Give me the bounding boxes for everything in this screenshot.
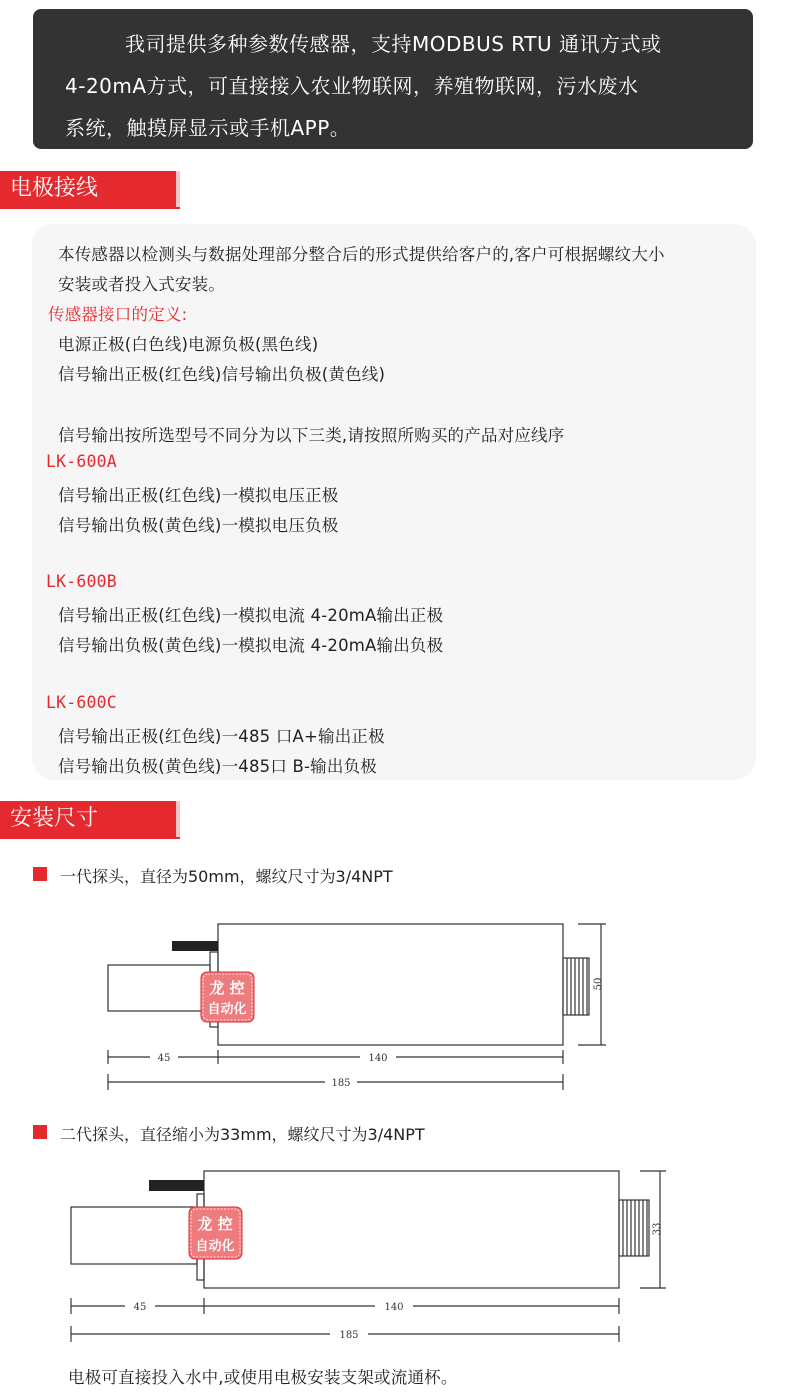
section-title-wiring: 电极接线 (0, 171, 176, 207)
dim-left: 45 (133, 1302, 147, 1313)
install-footer-note: 电极可直接投入水中,或使用电极安装支架或流通杯。 (68, 1368, 458, 1387)
interface-definition-title: 传感器接口的定义: (48, 305, 188, 324)
intro-line-1: 我司提供多种参数传感器，支持MODBUS RTU 通讯方式或 (125, 32, 662, 56)
signal-wire-definition: 信号输出正极(红色线)信号输出负极(黄色线) (58, 365, 386, 384)
probe-cable (149, 1180, 204, 1191)
wiring-desc-2: 安装或者投入式安装。 (58, 275, 225, 294)
dim-body: 140 (384, 1302, 404, 1313)
model-negative-wire: 信号输出负极(黄色线)一485口 B-输出负极 (58, 757, 377, 776)
dim-body: 140 (368, 1053, 388, 1064)
watermark-logo (189, 1207, 242, 1259)
model-positive-wire: 信号输出正极(红色线)一模拟电流 4-20mA输出正极 (58, 606, 444, 625)
section-title-install: 安装尺寸 (0, 801, 176, 837)
thread-icon (563, 958, 589, 1015)
dim-diameter: 33 (652, 1222, 663, 1236)
svg-text:龙 控: 龙 控 (197, 1215, 233, 1233)
svg-text:自动化: 自动化 (195, 1239, 235, 1254)
model-name: LK-600C (46, 693, 117, 712)
section-header-shadow (176, 801, 180, 839)
dim-diameter: 50 (593, 977, 604, 991)
power-wire-definition: 电源正极(白色线)电源负极(黑色线) (58, 335, 319, 354)
intro-banner (33, 9, 753, 149)
dim-total: 185 (339, 1330, 359, 1341)
model-name: LK-600A (46, 452, 117, 471)
probe-head (71, 1207, 197, 1264)
svg-text:自动化: 自动化 (207, 1002, 247, 1017)
wiring-desc-1: 本传感器以检测头与数据处理部分整合后的形式提供给客户的,客户可根据螺纹大小 (58, 245, 665, 264)
model-negative-wire: 信号输出负极(黄色线)一模拟电流 4-20mA输出负极 (58, 636, 444, 655)
dim-total: 185 (331, 1078, 351, 1089)
dim-left: 45 (157, 1053, 171, 1064)
probe-body (204, 1171, 619, 1288)
gen2-dimension-drawing (0, 1160, 790, 1350)
model-negative-wire: 信号输出负极(黄色线)一模拟电压负极 (58, 516, 339, 535)
model-name: LK-600B (46, 572, 117, 591)
section-header-install (0, 801, 180, 839)
intro-line-2: 4-20mA方式，可直接接入农业物联网，养殖物联网，污水废水 (65, 74, 639, 98)
model-positive-wire: 信号输出正极(红色线)一485 口A+输出正极 (58, 727, 385, 746)
probe-head (108, 965, 210, 1011)
intro-line-3: 系统，触摸屏显示或手机APP。 (65, 116, 351, 140)
probe-body (218, 924, 563, 1045)
bullet-square-icon (33, 867, 47, 881)
gen1-caption: 一代探头，直径为50mm，螺纹尺寸为3/4NPT (60, 867, 393, 886)
bullet-square-icon (33, 1125, 47, 1139)
gen1-dimension-drawing (0, 900, 790, 1100)
model-positive-wire: 信号输出正极(红色线)一模拟电压正极 (58, 486, 339, 505)
thread-icon (619, 1200, 649, 1256)
gen2-caption: 二代探头，直径缩小为33mm，螺纹尺寸为3/4NPT (60, 1125, 425, 1144)
section-header-shadow (176, 171, 180, 209)
watermark-logo (201, 972, 254, 1022)
model-note: 信号输出按所选型号不同分为以下三类,请按照所购买的产品对应线序 (58, 426, 565, 445)
svg-text:龙 控: 龙 控 (209, 979, 245, 997)
section-header-underline (0, 207, 180, 209)
section-header-wiring (0, 171, 180, 209)
probe-cable (172, 941, 218, 951)
section-header-underline (0, 837, 180, 839)
